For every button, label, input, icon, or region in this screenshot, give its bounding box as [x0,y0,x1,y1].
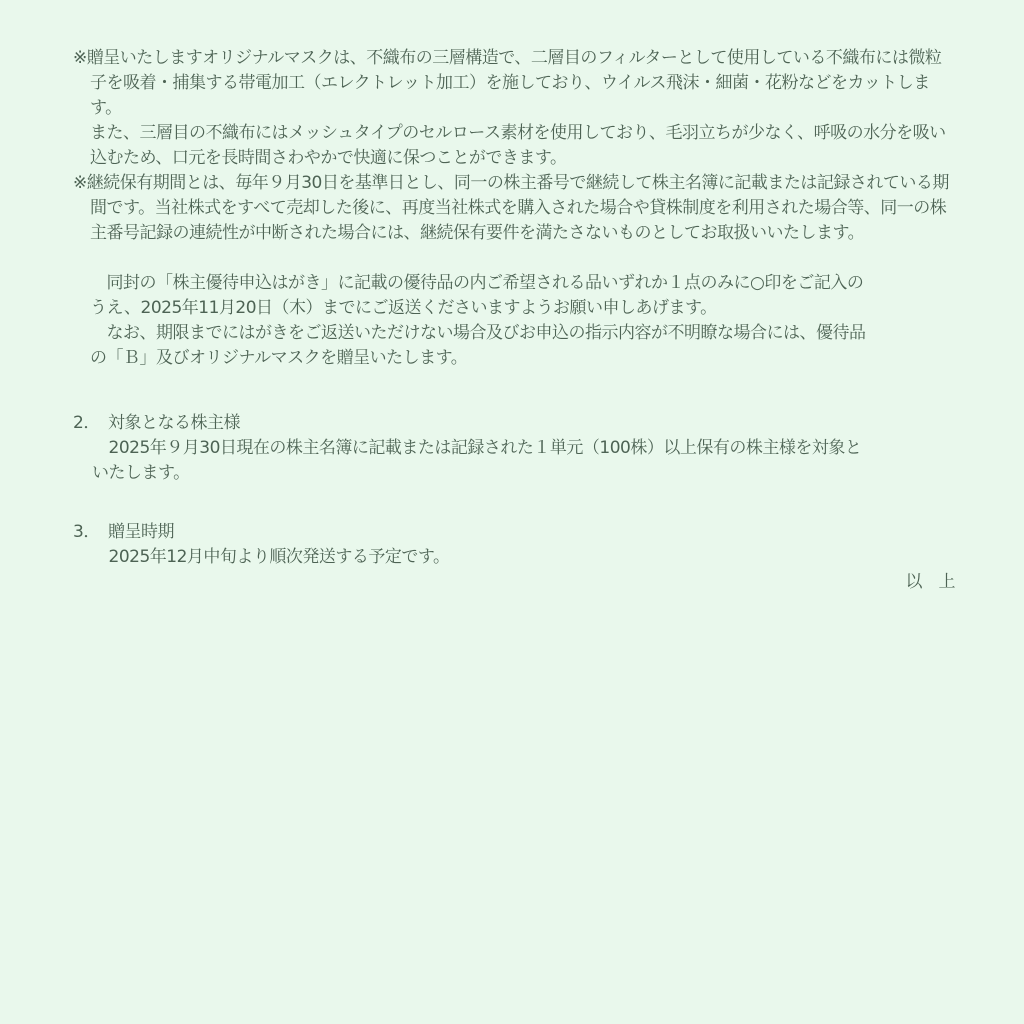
note-line: 込むため、口元を長時間さわやかで快適に保つことができます。 [90,148,567,168]
closing-statement: 以 上 [905,572,955,592]
section-body [0,436,1024,486]
note-line: 間です。当社株式をすべて売却した後に、再度当社株式を購入された場合や貸株制度を利用された場合等、同一の株 [90,198,947,218]
paragraph-line: なお、期限までにはがきをご返送いただけない場合及びお申込の指示内容が不明瞭な場合には、優待品 [90,323,866,343]
section-number: 3． [73,522,100,542]
section-number: 2． [73,413,100,433]
section-title: 対象となる株主様 [108,413,240,433]
paragraph-line: うえ、2025年11月20日（木）までにご返送くださいますようお願い申しあげます。 [90,298,717,318]
section-body-line: いたします。 [92,463,190,483]
mask-note [0,46,1024,171]
section-heading [73,411,1024,436]
paragraph-line: の「Ｂ」及びオリジナルマスクを贈呈いたします。 [90,348,468,368]
section-gift-timing [0,520,1024,570]
section-title: 贈呈時期 [108,522,174,542]
section-body [0,545,1024,570]
note-line: ※継続保有期間とは、毎年９月30日を基準日とし、同一の株主番号で継続して株主名簿に記載または記録されている期 [73,173,949,193]
note-line: 主番号記録の連続性が中断された場合には、継続保有要件を満たさないものとしてお取扱いいたします。 [90,223,865,243]
section-body-line: 2025年12月中旬より順次発送する予定です。 [92,547,450,567]
note-line: 子を吸着・捕集する帯電加工（エレクトレット加工）を施しており、ウイルス飛沫・細菌・花粉などをカットしま [90,73,930,93]
paragraph-line: 同封の「株主優待申込はがき」に記載の優待品の内ご希望される品いずれか１点のみに○印をご記入の [90,273,864,293]
note-line: す。 [90,98,122,118]
holding-period-note [0,171,1024,246]
note-line: また、三層目の不織布にはメッシュタイプのセルロース素材を使用しており、毛羽立ちが少なく、呼吸の水分を吸い [90,123,946,143]
section-body-line: 2025年９月30日現在の株主名簿に記載または記録された１単元（100株）以上保有の株主様を対象と [92,438,862,458]
application-paragraph [0,271,1024,371]
note-line: ※贈呈いたしますオリジナルマスクは、不織布の三層構造で、二層目のフィルターとして使用している不織布には微粒 [73,48,942,68]
section-heading [73,520,1024,545]
section-eligible-shareholders [0,411,1024,486]
